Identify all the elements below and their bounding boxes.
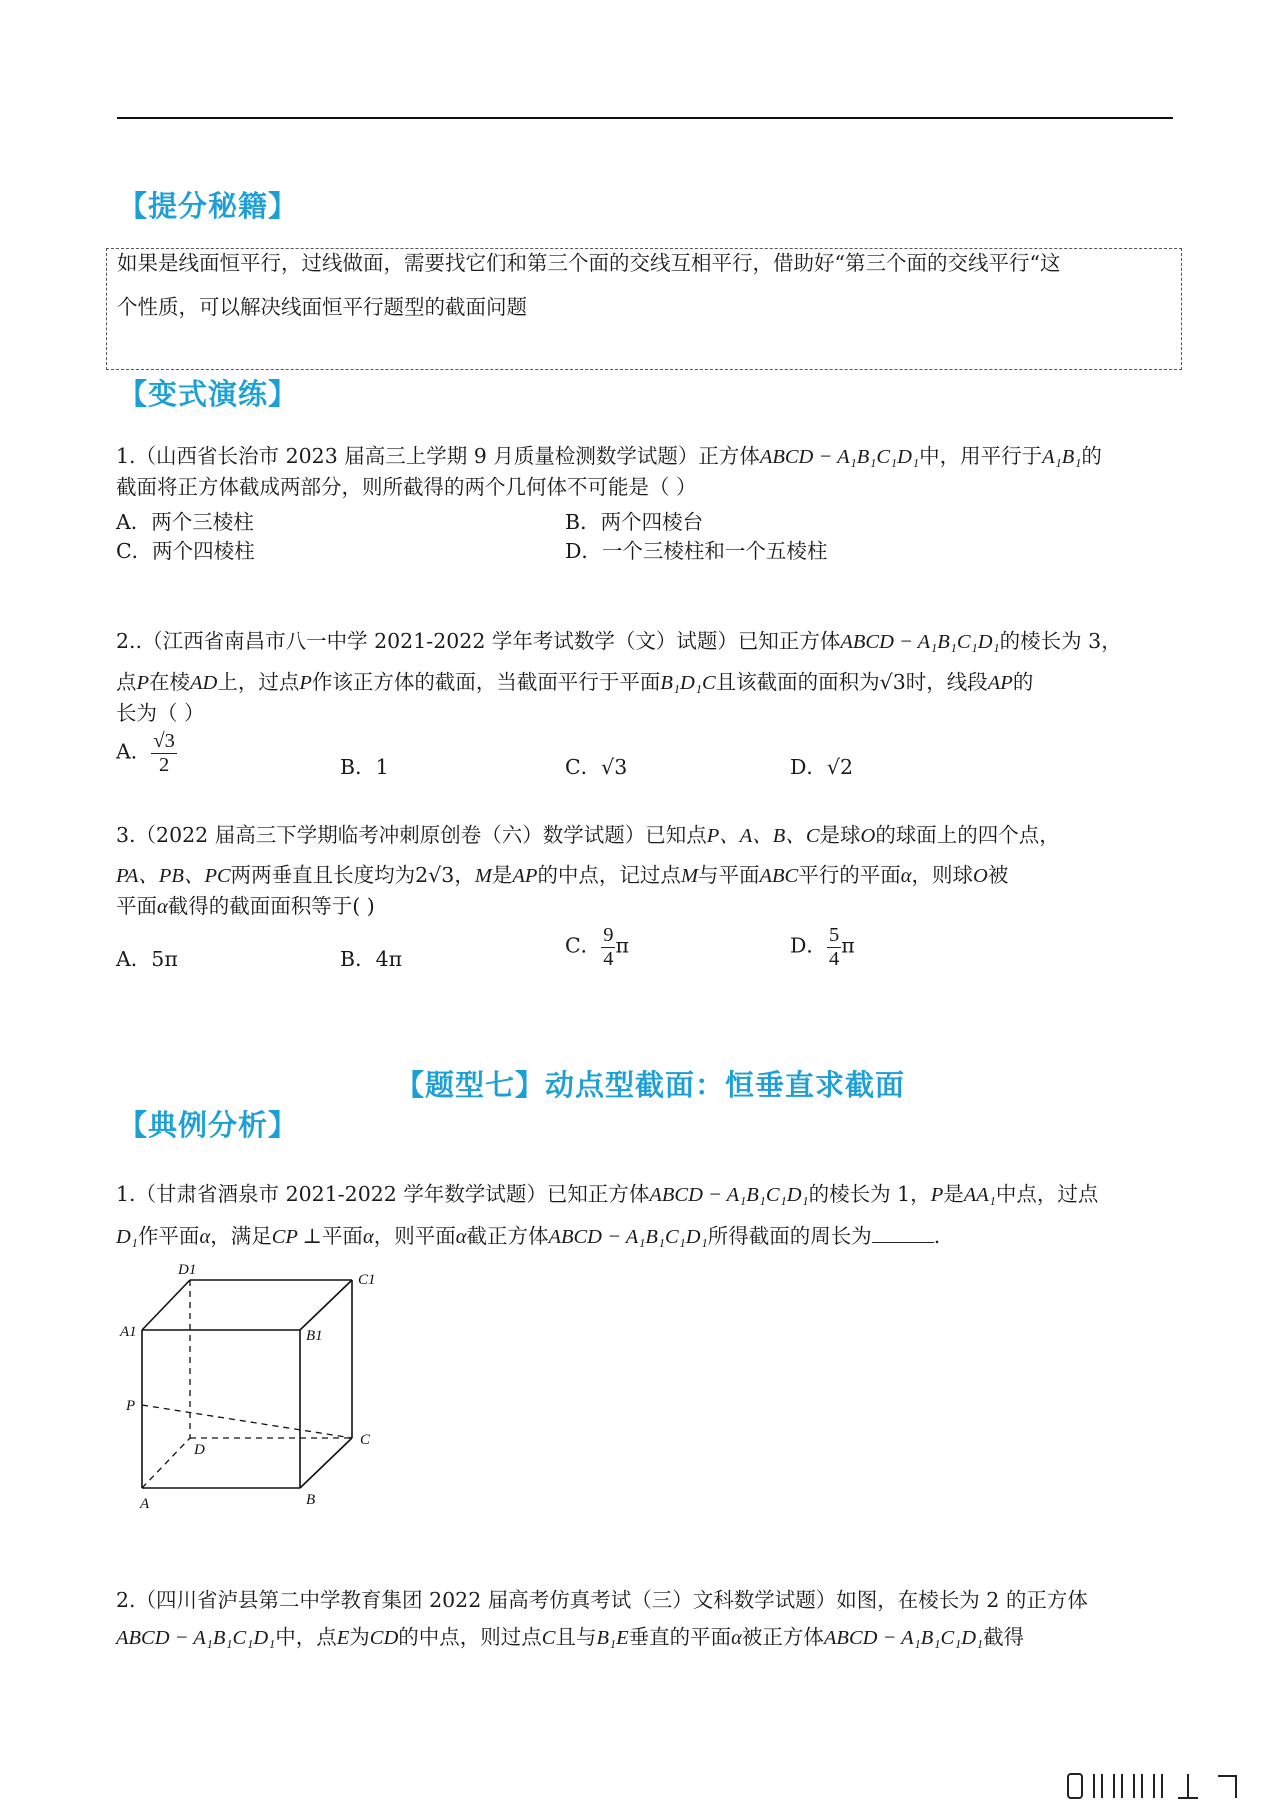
ex1-text: 作平面	[137, 1224, 200, 1248]
ex1-cube: ABCD − A₁B₁C₁D₁	[649, 1184, 809, 1206]
tips-heading: 【提分秘籍】	[118, 189, 299, 223]
label-a1: A1	[120, 1324, 137, 1340]
q2-text: 点	[116, 670, 137, 694]
q2-option-a-fraction	[151, 730, 177, 776]
ex1-alpha: α	[199, 1226, 211, 1248]
variant-q2-line-2	[116, 672, 1033, 694]
q2-text: 作该正方体的截面，当截面平行于平面	[311, 670, 661, 694]
label-b1: B1	[306, 1328, 323, 1344]
examples-heading: 【典例分析】	[118, 1108, 299, 1142]
q2-text: 在棱	[149, 670, 191, 694]
ex2-cube: ABCD − A₁B₁C₁D₁	[116, 1627, 276, 1649]
q2-edge-ad: AD	[190, 672, 218, 694]
q2-option-a	[116, 730, 177, 776]
ex2-text: 且与	[555, 1625, 597, 1649]
variant-q2-line-3: 长为（ ）	[116, 701, 205, 725]
q2-point-p: P	[299, 672, 312, 694]
example-q1-line-2	[116, 1224, 940, 1248]
ex1-text: ，满足	[210, 1224, 272, 1248]
ex1-text: 截正方体	[466, 1224, 549, 1248]
ex1-edge-aa1: AA₁	[963, 1184, 996, 1206]
label-d1: D1	[178, 1262, 197, 1278]
q1-suffix: 的	[1081, 444, 1102, 468]
q2-option-b: B．1	[340, 755, 389, 779]
ex1-text: 所得截面的周长为	[707, 1224, 872, 1248]
q3-text: ，	[454, 863, 475, 887]
ex2-segment-b1e: B₁E	[596, 1627, 629, 1649]
ex1-text: 的棱长为 1，	[808, 1182, 931, 1206]
variant-q3-line-2	[116, 865, 1008, 887]
ex1-text: .	[933, 1224, 941, 1248]
q3-option-d-fraction	[827, 924, 841, 970]
ex1-text: 1.（甘肃省酒泉市 2021-2022 学年数学试题）已知正方体	[116, 1182, 650, 1206]
ex2-alpha: α	[731, 1627, 742, 1649]
label-c: C	[360, 1432, 371, 1448]
q2-area: √3	[879, 670, 906, 694]
q3-alpha: α	[157, 896, 168, 918]
q3-option-d-label: D．	[790, 933, 827, 958]
watermark-logo	[1058, 1770, 1258, 1802]
edge-b1c1	[300, 1280, 352, 1330]
tip-line-2: 个性质，可以解决线面恒平行题型的截面问题	[117, 295, 527, 319]
q1-prefix: 1.（山西省长治市 2023 届高三上学期 9 月质量检测数学试题）正方体	[116, 444, 760, 468]
q2-text: 时，线段	[905, 670, 988, 694]
variant-q2-line-1	[116, 631, 1122, 653]
q2-text: 的	[1012, 670, 1034, 694]
edge-ad-hidden	[142, 1438, 190, 1488]
ex1-condition: CP ⊥	[271, 1226, 322, 1248]
q3-sphere-o: O	[973, 865, 988, 887]
pi-symbol: π	[841, 933, 855, 958]
variant-q3-line-1	[116, 825, 1060, 847]
label-c1: C1	[358, 1272, 376, 1288]
q3-option-c-label: C．	[565, 933, 602, 958]
q3-text: 是球	[819, 823, 861, 847]
q3-text: 被	[987, 863, 1009, 887]
fraction-numerator: 5	[828, 924, 840, 946]
ex2-cube: ABCD − A₁B₁C₁D₁	[823, 1627, 984, 1649]
ex2-point-e: E	[336, 1627, 350, 1649]
fraction-numerator: 9	[603, 924, 614, 946]
q3-text: 3.（2022 届高三下学期临考冲刺原创卷（六）数学试题）已知点	[116, 823, 707, 847]
cube-figure	[118, 1262, 388, 1522]
tip-line-1: 如果是线面恒平行，过线做面，需要找它们和第三个面的交线互相平行，借助好“第三个面的交线平行“这	[117, 251, 1061, 275]
ex1-alpha: α	[455, 1226, 467, 1248]
variant-q1-line-1	[116, 446, 1102, 468]
q2-cube: ABCD − A₁B₁C₁D₁	[840, 631, 1000, 653]
ex2-text: 的中点，则过点	[398, 1625, 542, 1649]
fraction-numerator: √3	[153, 730, 175, 752]
q3-sphere-o: O	[860, 825, 876, 847]
q1-option-a: A．两个三棱柱	[116, 510, 254, 534]
header-rule	[117, 117, 1173, 119]
ex1-text: 平面	[321, 1224, 363, 1248]
variant-q3-line-3	[116, 896, 375, 918]
label-d: D	[194, 1442, 205, 1458]
ex2-text: 为	[349, 1625, 370, 1649]
q2-text: 且该截面的面积为	[715, 670, 880, 694]
ex1-text: 中点，过点	[995, 1182, 1099, 1206]
ex1-text: ，则平面	[373, 1224, 456, 1248]
q2-suffix: 的棱长为 3，	[999, 629, 1122, 653]
answer-blank	[872, 1224, 934, 1243]
q1-mid: 中，用平行于	[919, 444, 1043, 468]
q3-text: 的中点，记过点	[537, 863, 681, 887]
q3-segments: PA、PB、PC	[116, 865, 231, 887]
pi-symbol: π	[615, 933, 629, 958]
q3-text: 是	[491, 863, 513, 887]
q3-option-d	[790, 924, 855, 970]
q3-option-b: B．4π	[340, 947, 403, 971]
q3-segment-ap: AP	[512, 865, 538, 887]
q2-text: 上，过点	[217, 670, 300, 694]
q3-length: 2√3	[415, 863, 455, 887]
ex1-alpha: α	[362, 1226, 374, 1248]
q3-option-c-fraction	[601, 924, 615, 970]
ex2-text: 中，点	[275, 1625, 337, 1649]
ex1-point-d1: D₁	[116, 1226, 138, 1248]
q3-text: 平行的平面	[798, 863, 901, 887]
ex2-point-c: C	[541, 1627, 556, 1649]
q3-text: 的球面上的四个点，	[875, 823, 1060, 847]
q2-option-a-label: A．	[116, 739, 152, 764]
q3-option-a: A．5π	[116, 947, 178, 971]
edge-a1d1	[142, 1280, 190, 1330]
ex2-text: 被正方体	[741, 1625, 824, 1649]
q3-alpha: α	[900, 865, 912, 887]
label-p: P	[126, 1398, 136, 1414]
fraction-denominator: 2	[158, 753, 170, 776]
q2-option-d: D．√2	[790, 755, 854, 779]
q2-option-c: C．√3	[565, 755, 628, 779]
edge-bc	[300, 1438, 352, 1488]
q3-text: 与平面	[698, 863, 760, 887]
q1-edge: A₁B₁	[1042, 446, 1082, 468]
label-b: B	[306, 1492, 316, 1508]
ex1-cube: ABCD − A₁B₁C₁D₁	[548, 1226, 708, 1248]
q2-point-p: P	[136, 672, 150, 694]
variant-q1-line-2: 截面将正方体截成两部分，则所截得的两个几何体不可能是（ ）	[116, 475, 697, 499]
variants-heading: 【变式演练】	[118, 377, 299, 411]
type7-heading: 【题型七】动点型截面：恒垂直求截面	[395, 1068, 906, 1102]
tip-box	[106, 248, 1182, 370]
q3-option-c	[565, 924, 629, 970]
q3-points: P、A、B、C	[706, 825, 820, 847]
q3-point-m: M	[474, 865, 492, 887]
fraction-denominator: 4	[828, 947, 840, 970]
example-q2-line-2	[116, 1627, 1024, 1649]
q3-text: ，则球	[911, 863, 973, 887]
q2-prefix: 2..（江西省南昌市八一中学 2021-2022 学年考试数学（文）试题）已知正方体	[116, 629, 841, 653]
q2-segment-ap: AP	[987, 672, 1013, 694]
q3-point-m: M	[680, 865, 699, 887]
q3-text: 截得的截面面积等于( )	[167, 894, 375, 918]
q3-text: 平面	[116, 894, 157, 918]
label-a: A	[140, 1496, 150, 1512]
q2-plane: B₁D₁C	[660, 672, 716, 694]
q1-option-c: C．两个四棱柱	[116, 539, 255, 563]
ex2-text: 垂直的平面	[628, 1625, 732, 1649]
fraction-denominator: 4	[603, 947, 614, 970]
q1-option-b: B．两个四棱台	[565, 510, 704, 534]
example-q1-line-1	[116, 1184, 1098, 1206]
q1-cube: ABCD − A₁B₁C₁D₁	[759, 446, 920, 468]
ex1-text: 是	[943, 1182, 964, 1206]
q3-text: 两两垂直且长度均为	[230, 863, 416, 887]
ex2-text: 截得	[983, 1625, 1025, 1649]
ex2-edge-cd: CD	[369, 1627, 399, 1649]
example-q2-line-1: 2.（四川省泸县第二中学教育集团 2022 届高考仿真考试（三）文科数学试题）如图，在棱长为 2 的正方体	[116, 1588, 1088, 1612]
q3-plane-abc: ABC	[759, 865, 799, 887]
ex1-point-p: P	[930, 1184, 944, 1206]
segment-pc	[142, 1405, 352, 1438]
q1-option-d: D．一个三棱柱和一个五棱柱	[565, 539, 828, 563]
